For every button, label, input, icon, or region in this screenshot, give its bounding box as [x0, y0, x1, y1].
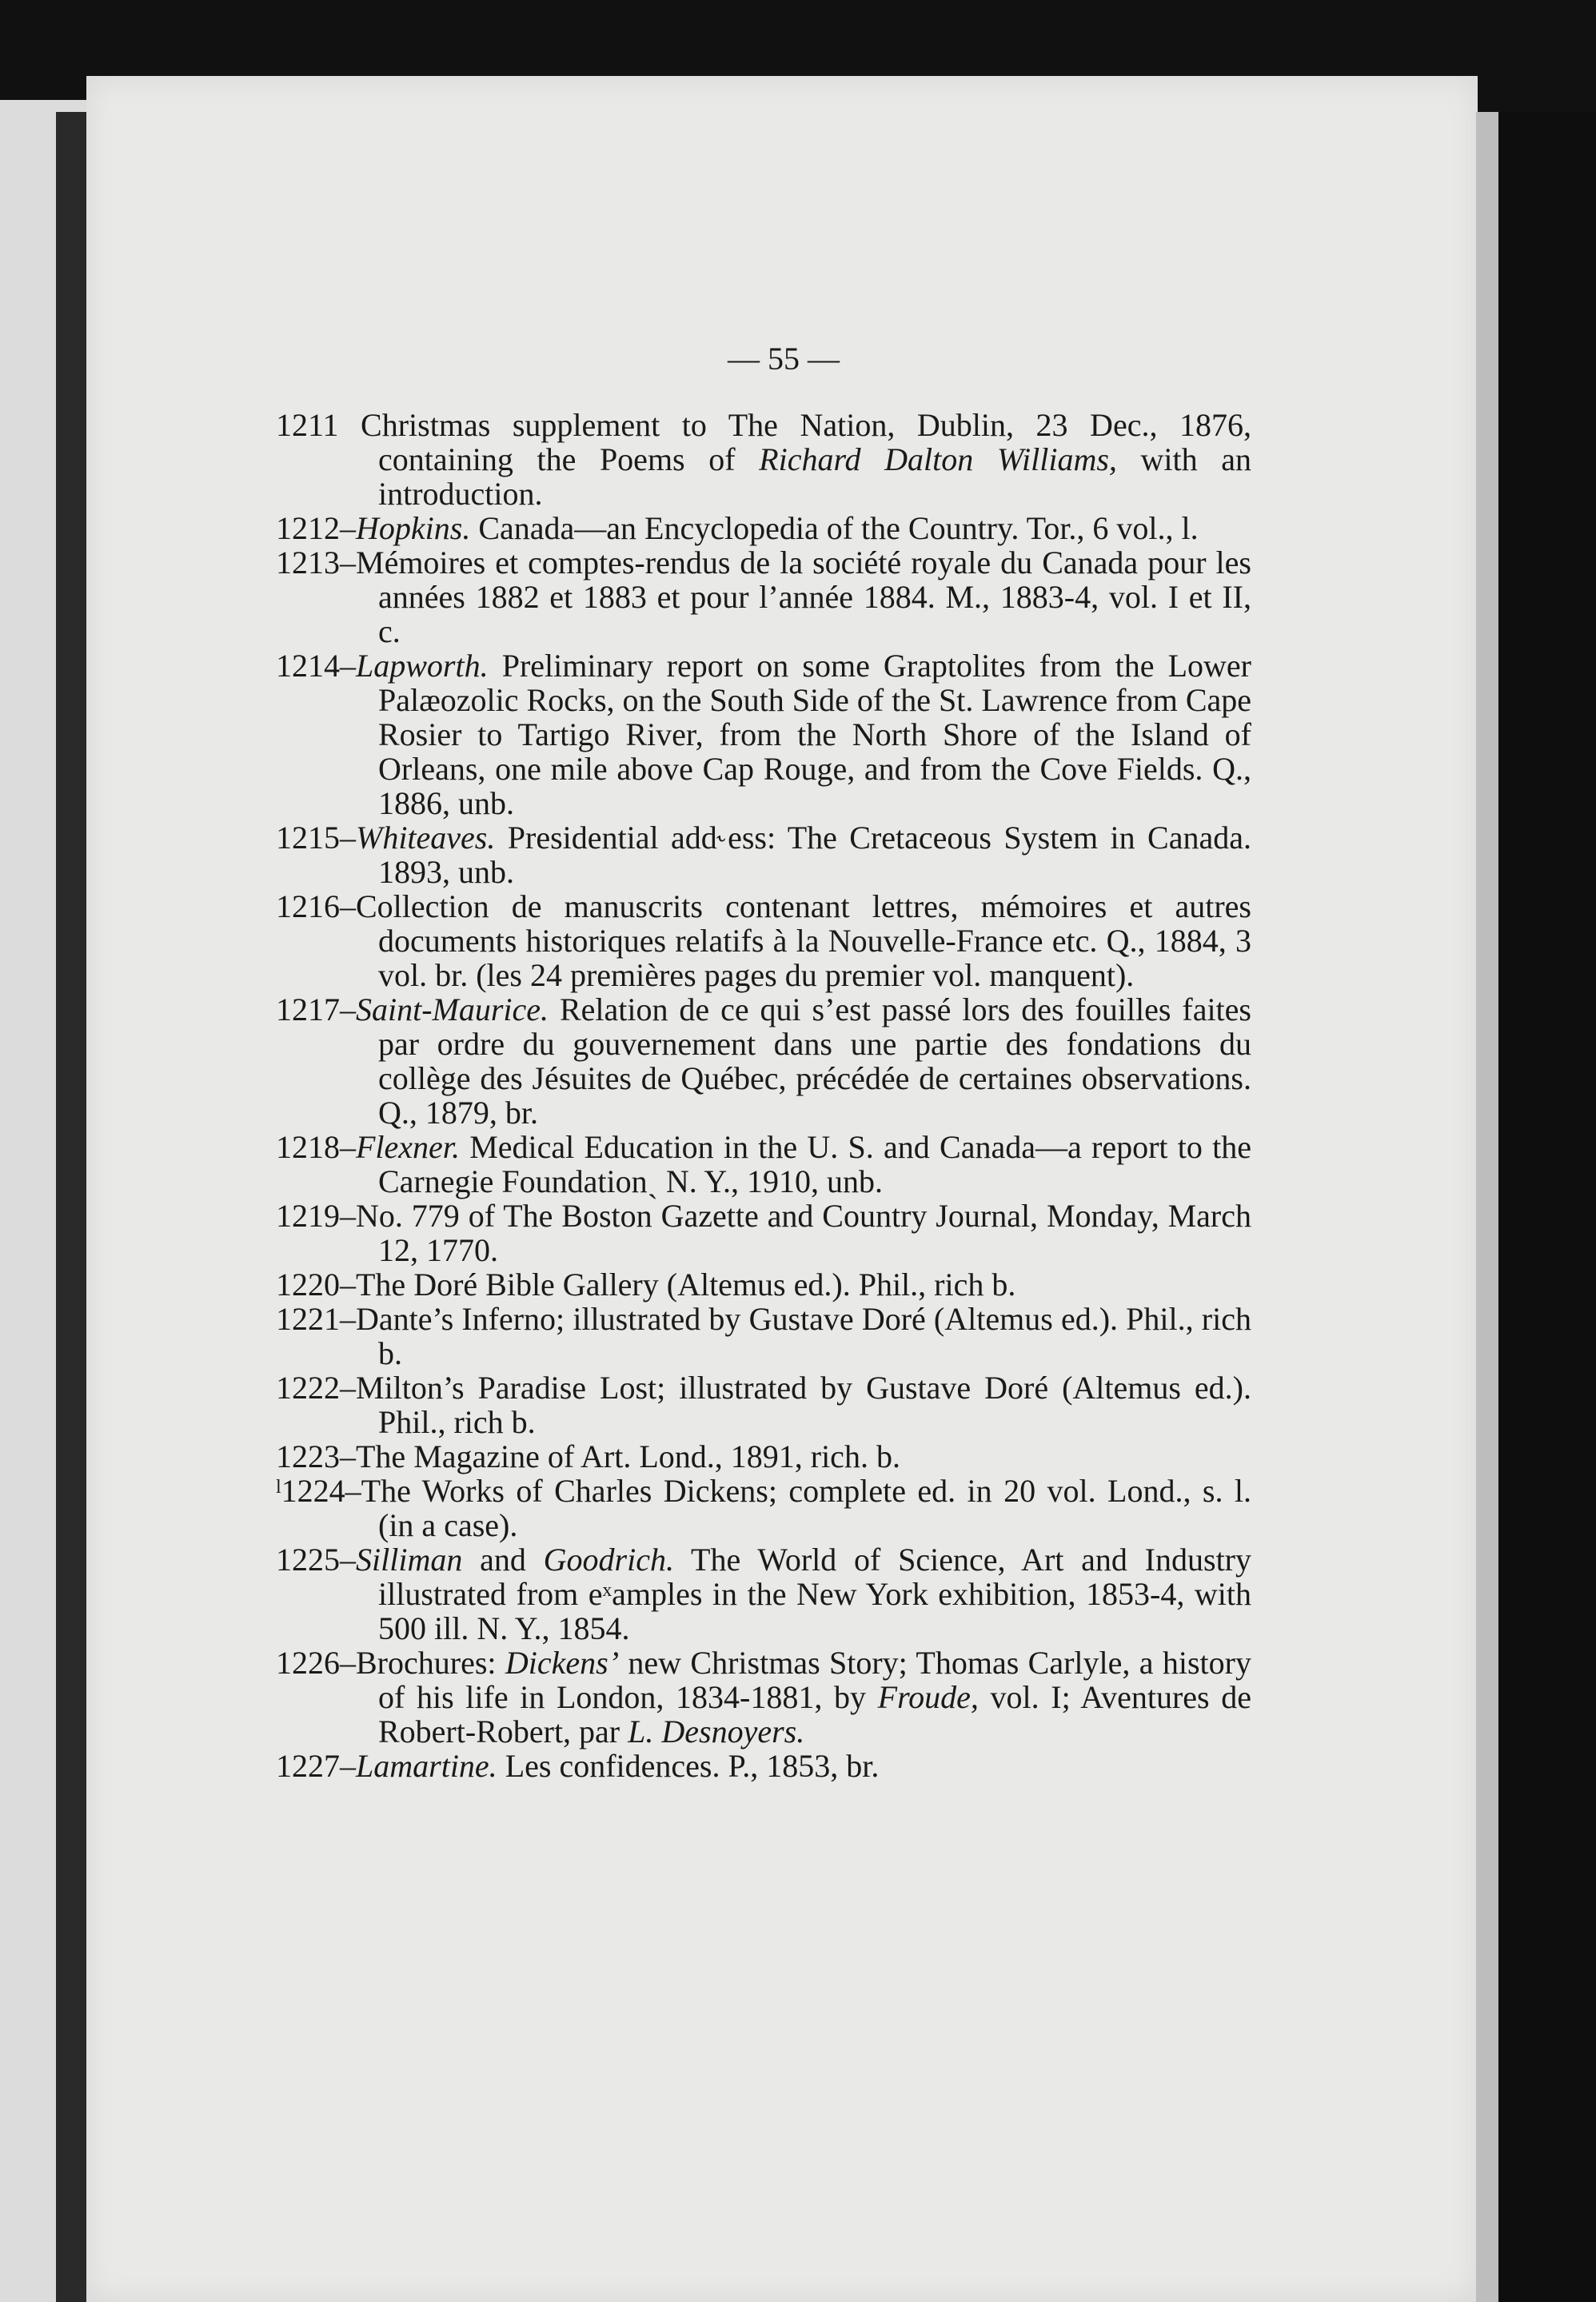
author-name: Flexner.	[356, 1129, 460, 1165]
author-name: Whiteaves.	[356, 820, 496, 856]
entry-number: 1220–	[276, 1267, 356, 1303]
entry-text: vol. I; Aventures de Robert-Robert, par	[378, 1679, 1251, 1749]
entry-text: Les confidences. P., 1853, br.	[497, 1748, 880, 1784]
entry-number: 1217–	[276, 991, 356, 1027]
catalogue-entry	[276, 1199, 1251, 1267]
catalogue-entry	[276, 820, 1251, 889]
entry-text: Mémoires et comptes-rendus de la société royale du Canada pour les années 1882 et 1883 et pour l’année 1884. M., 1883-4, vol. I et II, c.	[356, 545, 1251, 649]
author-name: Froude,	[877, 1679, 979, 1715]
entry-number: 1212–	[276, 510, 356, 546]
author-name: Lamartine.	[356, 1748, 497, 1784]
entry-text: Brochures:	[356, 1645, 505, 1681]
page-stack-edge	[1476, 112, 1498, 2302]
entry-number: 1216–	[276, 888, 356, 924]
catalogue-entry	[276, 1749, 1251, 1783]
entry-number: 1213–	[276, 545, 356, 580]
entry-number: ˡ1224–	[276, 1473, 361, 1509]
entry-number: 1221–	[276, 1301, 356, 1337]
entry-text: Medical Education in the U. S. and Canada—a report to the Carnegie Foundationˎ N. Y., 1910, unb.	[378, 1129, 1251, 1199]
entry-number: 1226–	[276, 1645, 356, 1681]
entry-text: The Works of Charles Dickens; complete ed. in 20 vol. Lond., s. l. (in a case).	[361, 1473, 1251, 1543]
catalogue-entry	[276, 511, 1251, 545]
author-name: Saint-Maurice.	[356, 991, 549, 1027]
entry-text: Presidential add˞ess: The Cretaceous System in Canada. 1893, unb.	[378, 820, 1251, 890]
entry-number: 1219–	[276, 1198, 356, 1234]
entry-number: 1211	[276, 407, 339, 443]
entry-text: Dante’s Inferno; illustrated by Gustave Doré (Altemus ed.). Phil., rich b.	[356, 1301, 1251, 1371]
entry-text: The Magazine of Art. Lond., 1891, rich. b.	[356, 1438, 900, 1474]
catalogue-entry	[276, 1542, 1251, 1646]
entry-number: 1227–	[276, 1748, 356, 1784]
catalogue-entry	[276, 545, 1251, 648]
catalogue-entry	[276, 648, 1251, 820]
catalogue-entry	[276, 1370, 1251, 1439]
entry-text: No. 779 of The Boston Gazette and Country Journal, Monday, March 12, 1770.	[356, 1198, 1251, 1268]
book-binding-shadow	[56, 112, 86, 2302]
author-name: Lapworth.	[356, 648, 489, 684]
entry-text: Relation de ce qui s’est passé lors des fouilles faites par ordre du gouvernement dans une partie des fondations du collège des Jésuites de Québec, précédée de certaines observations. Q., 1879, br.	[378, 991, 1251, 1131]
entry-number: 1222–	[276, 1370, 356, 1406]
entry-text: Canada—an Encyclopedia of the Country. Tor., 6 vol., l.	[470, 510, 1199, 546]
catalogue-entry	[276, 1130, 1251, 1199]
entry-number: 1218–	[276, 1129, 356, 1165]
catalogue-entry	[276, 1439, 1251, 1474]
entry-text: Christmas supplement to The Nation, Dublin, 23 Dec., 1876, containing the Poems of	[338, 407, 1251, 477]
entry-text: with an introduction.	[378, 441, 1252, 512]
catalogue-entry	[276, 889, 1251, 992]
catalogue-entry	[276, 408, 1251, 511]
catalogue-entry	[276, 1646, 1251, 1749]
scan-background	[1498, 112, 1596, 2302]
entry-text: new Christmas Story; Thomas Carlyle, a history of his life in London, 1834-1881, by	[378, 1645, 1251, 1715]
entry-text: The Doré Bible Gallery (Altemus ed.). Phil., rich b.	[356, 1267, 1016, 1303]
entry-text: The World of Science, Art and Industry illustrated from eˣamples in the New York exhibition, 1853-4, with 500 ill. N. Y., 1854.	[378, 1542, 1252, 1646]
author-name: Goodrich.	[543, 1542, 674, 1578]
entry-text: Milton’s Paradise Lost; illustrated by Gustave Doré (Altemus ed.). Phil., rich b.	[356, 1370, 1251, 1440]
entry-number: 1225–	[276, 1542, 356, 1578]
catalogue-entry	[276, 1302, 1251, 1370]
author-name: Richard Dalton Williams,	[759, 441, 1117, 477]
catalogue-entry	[276, 1267, 1251, 1302]
catalogue-entries	[276, 408, 1251, 1783]
author-name: Hopkins.	[356, 510, 471, 546]
entry-number: 1214–	[276, 648, 356, 684]
entry-number: 1223–	[276, 1438, 356, 1474]
entry-text: and	[462, 1542, 544, 1578]
catalogue-entry	[276, 1474, 1251, 1542]
page-number: — 55 —	[728, 341, 840, 377]
entry-text: Preliminary report on some Graptolites from the Lower Palæozolic Rocks, on the South Side of the St. Lawrence from Cape Rosier to Tartigo River, from the North Shore of the Island of Orleans, one mile above Cap Rouge, and from the Cove Fields. Q., 1886, unb.	[378, 648, 1252, 821]
entry-number: 1215–	[276, 820, 356, 856]
author-name: L. Desnoyers.	[628, 1714, 805, 1749]
author-name: Silliman	[356, 1542, 463, 1578]
catalogue-entry	[276, 992, 1251, 1130]
entry-text: Collection de manuscrits contenant lettres, mémoires et autres documents historiques relatifs à la Nouvelle-France etc. Q., 1884, 3 vol. br. (les 24 premières pages du premier vol. manquent).	[356, 888, 1251, 993]
author-name: Dickens’	[505, 1645, 620, 1681]
